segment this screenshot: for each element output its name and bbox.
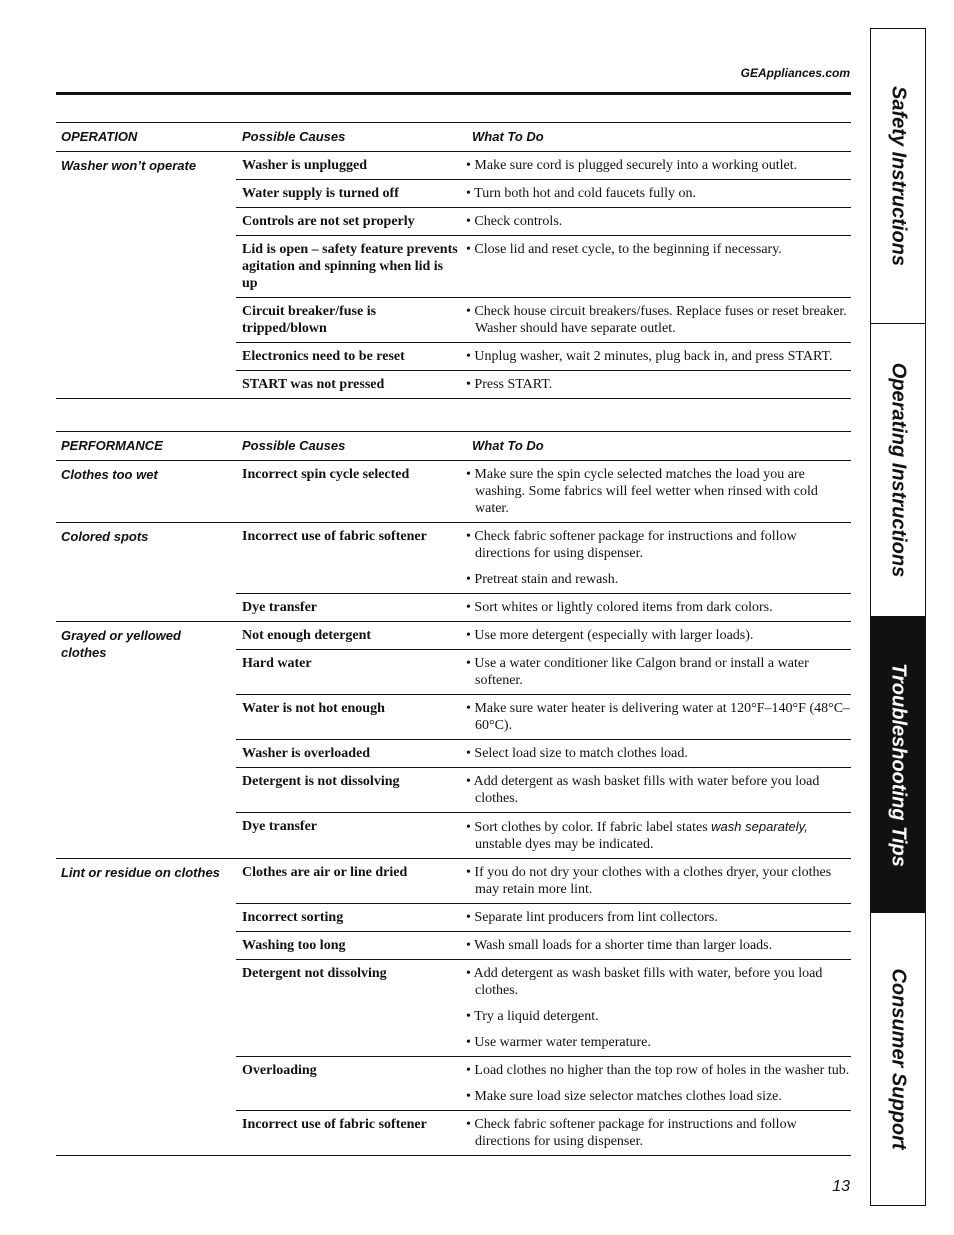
cause-row — [236, 812, 851, 858]
possible-cause: Incorrect use of fabric softener — [242, 1117, 427, 1132]
problem-label: Grayed or yellowed clothes — [61, 628, 181, 660]
todo-bullet: • Pretreat stain and rewash. — [466, 572, 619, 587]
cause-row — [236, 152, 851, 179]
side-tab-label: Safety Instructions — [887, 85, 910, 267]
what-to-do — [466, 208, 851, 235]
possible-cause: START was not pressed — [242, 377, 385, 392]
cause-row — [236, 1056, 851, 1110]
cause-row — [236, 342, 851, 370]
what-to-do — [466, 768, 851, 812]
side-tabs — [870, 28, 926, 1206]
problem-group — [56, 152, 851, 399]
what-to-do — [466, 859, 851, 903]
possible-cause: Electronics need to be reset — [242, 349, 405, 364]
possible-cause: Overloading — [242, 1063, 317, 1078]
problem-group — [56, 622, 851, 859]
problem-label: Washer won’t operate — [61, 158, 197, 173]
todo-bullet: • Make sure load size selector matches clothes load size. — [466, 1089, 782, 1104]
causes-header: Possible Causes — [242, 438, 346, 453]
todo-bullet: • Separate lint producers from lint collectors. — [466, 910, 718, 925]
cause-row — [236, 523, 851, 593]
cause-row — [236, 959, 851, 1056]
performance-section — [56, 431, 851, 1156]
problem-group — [56, 461, 851, 523]
todo-bullet: • Wash small loads for a shorter time than larger loads. — [466, 938, 773, 953]
possible-cause: Clothes are air or line dried — [242, 865, 408, 880]
possible-cause: Incorrect use of fabric softener — [242, 529, 427, 544]
side-tab-troubleshooting-tips[interactable] — [871, 617, 925, 913]
what-to-do — [466, 932, 851, 959]
todo-bullet: • Sort whites or lightly colored items from dark colors. — [466, 600, 773, 615]
todo-bullet: • Check fabric softener package for instructions and follow directions for using dispenser. — [466, 529, 797, 561]
what-to-do — [466, 695, 851, 739]
bullet-text: unstable dyes may be indicated. — [475, 837, 654, 852]
todo-bullet: • Use more detergent (especially with larger loads). — [466, 628, 754, 643]
cause-row — [236, 694, 851, 739]
what-to-do — [466, 461, 851, 522]
side-tab-consumer-support[interactable] — [871, 913, 925, 1205]
possible-cause: Incorrect spin cycle selected — [242, 467, 410, 482]
page-number: 13 — [832, 1178, 850, 1195]
todo-bullet: • Make sure the spin cycle selected matches the load you are washing. Some fabrics will feel wetter when rinsed with cold water. — [466, 467, 818, 516]
category-header: PERFORMANCE — [61, 438, 163, 453]
what-to-do — [466, 622, 851, 649]
possible-cause: Lid is open – safety feature prevents agitation and spinning when lid is up — [242, 242, 458, 291]
cause-row — [236, 649, 851, 694]
cause-row — [236, 461, 851, 522]
todo-bullet: • Use warmer water temperature. — [466, 1035, 651, 1050]
category-header: OPERATION — [61, 129, 138, 144]
possible-cause: Washing too long — [242, 938, 346, 953]
what-to-do — [466, 904, 851, 931]
what-to-do — [466, 960, 851, 1056]
side-tab-operating-instructions[interactable] — [871, 324, 925, 617]
todo-bullet: • Unplug washer, wait 2 minutes, plug back in, and press START. — [466, 349, 833, 364]
what-to-do — [466, 371, 851, 398]
todo-bullet: • Close lid and reset cycle, to the beginning if necessary. — [466, 242, 782, 257]
todo-bullet: • Load clothes no higher than the top row of holes in the washer tub. — [466, 1063, 850, 1078]
cause-row — [236, 370, 851, 398]
possible-cause: Washer is unplugged — [242, 158, 368, 173]
possible-cause: Washer is overloaded — [242, 746, 371, 761]
what-to-do — [466, 236, 851, 297]
top-rule — [56, 92, 851, 95]
todo-header: What To Do — [472, 438, 544, 453]
possible-cause: Dye transfer — [242, 600, 318, 615]
cause-row — [236, 1110, 851, 1155]
emphasis-text: wash separately, — [711, 819, 808, 834]
what-to-do — [466, 650, 851, 694]
what-to-do — [466, 740, 851, 767]
possible-cause: Water supply is turned off — [242, 186, 399, 201]
todo-bullet: • Add detergent as wash basket fills with water, before you load clothes. — [466, 966, 823, 998]
todo-bullet: • Turn both hot and cold faucets fully on. — [466, 186, 697, 201]
todo-bullet: • Check fabric softener package for instructions and follow directions for using dispenser. — [466, 1117, 797, 1149]
cause-row — [236, 297, 851, 342]
cause-row — [236, 931, 851, 959]
problem-group — [56, 859, 851, 1156]
what-to-do — [466, 1057, 851, 1110]
todo-bullet: • Check house circuit breakers/fuses. Replace fuses or reset breaker. Washer should have separate outlet. — [466, 304, 847, 336]
todo-bullet: • Make sure cord is plugged securely into a working outlet. — [466, 158, 798, 173]
todo-bullet: • If you do not dry your clothes with a clothes dryer, your clothes may retain more lint. — [466, 865, 832, 897]
todo-bullet: • Check controls. — [466, 214, 563, 229]
todo-bullet: • Use a water conditioner like Calgon brand or install a water softener. — [466, 656, 809, 688]
cause-row — [236, 622, 851, 649]
possible-cause: Circuit breaker/fuse is tripped/blown — [242, 304, 377, 336]
cause-row — [236, 739, 851, 767]
what-to-do — [466, 523, 851, 593]
todo-bullet: • Add detergent as wash basket fills with water before you load clothes. — [466, 774, 820, 806]
what-to-do — [466, 343, 851, 370]
operation-section — [56, 122, 851, 399]
causes-header: Possible Causes — [242, 129, 346, 144]
what-to-do — [466, 298, 851, 342]
problem-label: Colored spots — [61, 529, 149, 544]
side-tab-safety-instructions[interactable] — [871, 29, 925, 324]
possible-cause: Hard water — [242, 656, 312, 671]
problem-group — [56, 523, 851, 622]
possible-cause: Dye transfer — [242, 819, 318, 834]
problem-label: Lint or residue on clothes — [61, 865, 220, 880]
todo-header: What To Do — [472, 129, 544, 144]
side-tab-label: Operating Instructions — [887, 362, 910, 578]
cause-row — [236, 235, 851, 297]
todo-bullet: • Try a liquid detergent. — [466, 1009, 599, 1024]
cause-row — [236, 767, 851, 812]
cause-row — [236, 593, 851, 621]
what-to-do — [466, 813, 851, 858]
problem-label: Clothes too wet — [61, 467, 158, 482]
possible-cause: Not enough detergent — [242, 628, 372, 643]
cause-row — [236, 859, 851, 903]
site-url: GEAppliances.com — [740, 66, 850, 80]
section-header — [56, 122, 851, 152]
cause-row — [236, 903, 851, 931]
what-to-do — [466, 1111, 851, 1155]
cause-row — [236, 179, 851, 207]
possible-cause: Detergent is not dissolving — [242, 774, 400, 789]
possible-cause: Water is not hot enough — [242, 701, 385, 716]
what-to-do — [466, 594, 851, 621]
todo-bullet: • Make sure water heater is delivering water at 120°F–140°F (48°C–60°C). — [466, 701, 851, 733]
possible-cause: Detergent not dissolving — [242, 966, 387, 981]
todo-bullet: • Press START. — [466, 377, 553, 392]
what-to-do — [466, 152, 851, 179]
side-tab-label: Troubleshooting Tips — [887, 662, 910, 867]
side-tab-label: Consumer Support — [887, 968, 910, 1150]
section-header — [56, 431, 851, 461]
todo-bullet: • Select load size to match clothes load. — [466, 746, 688, 761]
possible-cause: Controls are not set properly — [242, 214, 415, 229]
possible-cause: Incorrect sorting — [242, 910, 344, 925]
todo-bullet — [466, 818, 851, 853]
what-to-do — [466, 180, 851, 207]
bullet-text: • Sort clothes by color. If fabric label states — [466, 820, 712, 835]
cause-row — [236, 207, 851, 235]
